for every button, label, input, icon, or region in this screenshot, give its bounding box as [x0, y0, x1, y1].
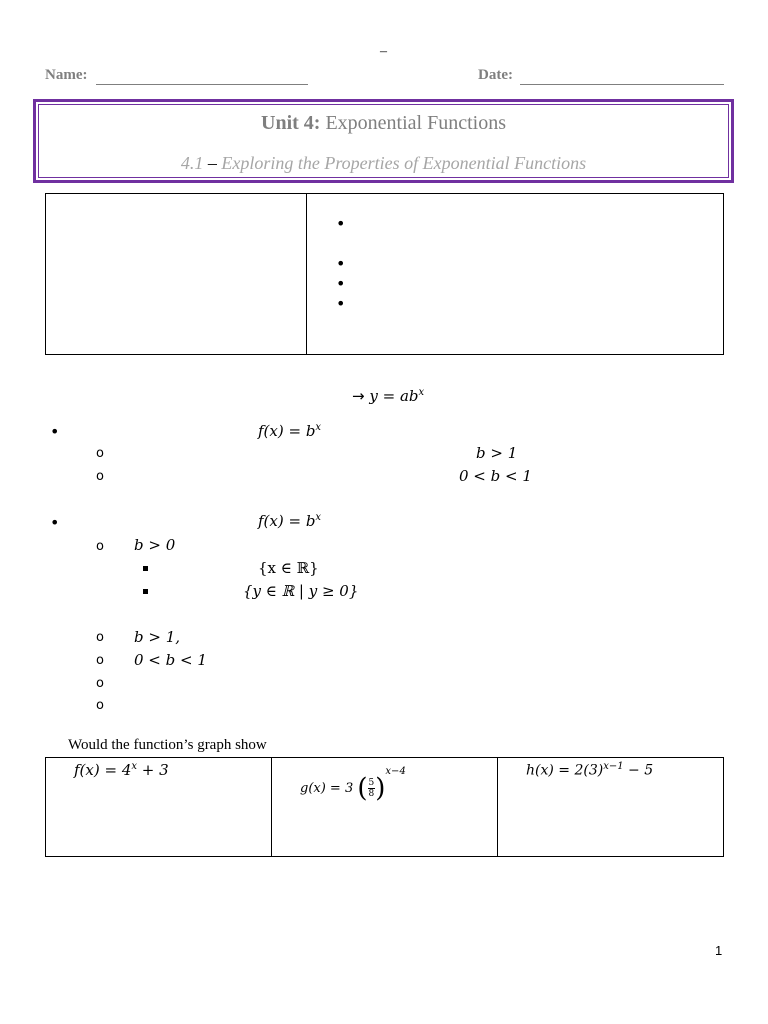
date-line[interactable] [520, 84, 724, 85]
unit-title [36, 112, 731, 135]
range-bullet [143, 589, 148, 594]
cell-f-exp: x [131, 761, 138, 772]
section2-sub4-marker: o [96, 698, 104, 713]
section1-bullet: • [50, 422, 60, 441]
arrow-icon: → [352, 387, 365, 405]
section2-func-exp: x [315, 512, 322, 523]
section2-sub3-marker: o [96, 676, 104, 691]
section1-sub1-marker: o [96, 446, 104, 461]
section1-func-exp: x [315, 422, 322, 433]
name-line[interactable] [96, 84, 308, 85]
cell-h-exp: x−1 [603, 761, 624, 772]
cell-g-paren-close: ) [375, 773, 386, 804]
general-formula-exp: x [418, 387, 425, 398]
cell-f-lhs: f(x) = 4 [74, 761, 132, 779]
table-bullet-4: • [336, 294, 346, 313]
cell-f-function [74, 761, 169, 779]
section1-function [258, 422, 321, 440]
title-box [33, 99, 734, 183]
cell-g-paren-open: ( [357, 773, 368, 804]
cell-g-lhs: g(x) = 3 [300, 781, 354, 796]
unit-number: Unit 4: [261, 112, 321, 134]
cell-g-exp: x−4 [385, 766, 406, 777]
section-title [36, 153, 731, 174]
section2-sub1-marker: o [96, 630, 104, 645]
cell-g-num: 5 [368, 778, 375, 788]
question-table [45, 757, 724, 857]
section2-func: f(x) = b [258, 512, 316, 530]
section1-sub2-math: 0 < b < 1 [459, 467, 532, 485]
section2-sub2-marker: o [96, 653, 104, 668]
table-bullet-2: • [336, 254, 346, 273]
section1-func: f(x) = b [258, 422, 316, 440]
question-divider-1 [271, 758, 272, 856]
domain-set: {x ∈ ℝ} [258, 559, 319, 577]
header-dash: – [380, 44, 387, 59]
range-set: {y ∈ ℝ | y ≥ 0} [243, 582, 359, 600]
date-label: Date: [478, 67, 513, 83]
cell-g-function [300, 766, 406, 804]
name-label: Name: [45, 67, 88, 83]
table-divider [306, 194, 307, 354]
section2-function [258, 512, 321, 530]
definition-table [45, 193, 724, 355]
section2-bullet: • [50, 513, 60, 532]
question-prompt: Would the function’s graph show [68, 737, 267, 753]
cell-h-rhs: − 5 [623, 762, 654, 779]
cell-h-function [526, 761, 653, 779]
section-dash: – [203, 153, 222, 173]
domain-bullet [143, 566, 148, 571]
section1-sub1-math: b > 1 [476, 444, 518, 462]
section-number: 4.1 [180, 153, 204, 173]
table-bullet-1: • [336, 214, 346, 233]
page-number: 1 [715, 943, 723, 958]
cell-g-den: 8 [368, 789, 375, 799]
general-form [352, 387, 424, 405]
question-divider-2 [497, 758, 498, 856]
general-formula: y = ab [369, 387, 419, 405]
unit-name: Exponential Functions [320, 112, 506, 134]
section2-condition: b > 0 [134, 536, 176, 554]
cell-h-lhs: h(x) = 2(3) [526, 762, 604, 779]
section-name: Exploring the Properties of Exponential Functions [221, 153, 587, 173]
table-bullet-3: • [336, 274, 346, 293]
section2-cond-marker: o [96, 539, 104, 554]
section2-sub2-math: 0 < b < 1 [134, 651, 207, 669]
section1-sub2-marker: o [96, 469, 104, 484]
section2-sub1-math: b > 1, [134, 628, 181, 646]
cell-f-rhs: + 3 [137, 761, 169, 779]
